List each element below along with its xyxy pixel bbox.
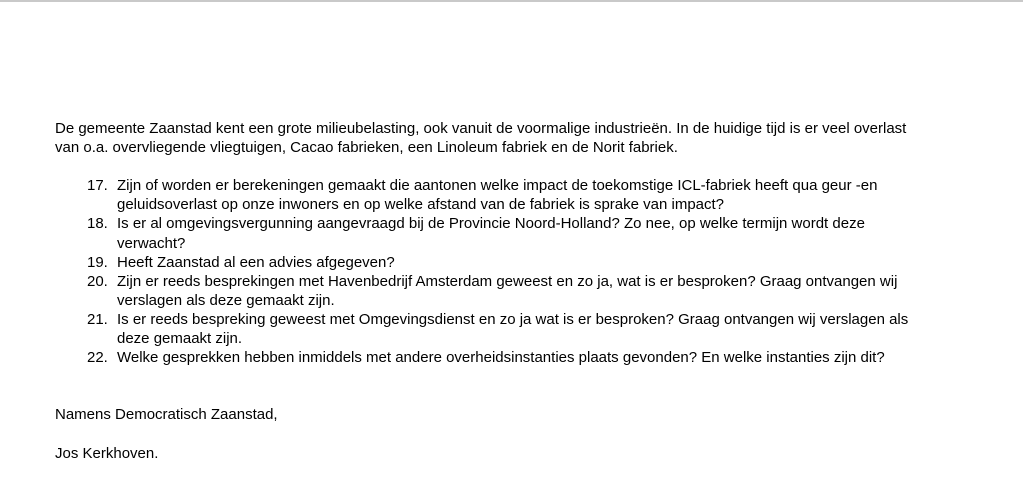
question-text: [117, 253, 985, 272]
question-text: [117, 310, 985, 348]
question-item-17: [55, 176, 985, 214]
question-number: 22.: [87, 349, 108, 367]
question-number: 20.: [87, 272, 108, 290]
question-item-21: [55, 310, 985, 348]
question-item-20: [55, 272, 985, 310]
question-line: Zijn er reeds besprekingen met Havenbedrijf Amsterdam geweest en zo ja, wat is er besproken? Graag ontvangen wij: [117, 272, 898, 290]
question-line: Heeft Zaanstad al een advies afgegeven?: [117, 253, 395, 271]
question-text: [117, 176, 985, 214]
closing-salutation: Namens Democratisch Zaanstad,: [55, 406, 278, 424]
question-line: verslagen als deze gemaakt zijn.: [117, 291, 335, 309]
page-top-border: [0, 0, 1023, 2]
question-text: [117, 272, 985, 310]
document-body: [55, 119, 985, 463]
intro-line: De gemeente Zaanstad kent een grote milieubelasting, ook vanuit de voormalige industrieën. In de huidige tijd is er veel overlast: [55, 120, 907, 137]
question-line: Welke gesprekken hebben inmiddels met andere overheidsinstanties plaats gevonden? En welke instanties zijn dit?: [117, 349, 885, 367]
question-number: 18.: [87, 215, 108, 233]
question-list: [55, 176, 985, 367]
question-text: [117, 214, 985, 252]
question-line: Is er reeds bespreking geweest met Omgevingsdienst en zo ja wat is er besproken? Graag ontvangen wij verslagen als: [117, 310, 909, 328]
question-item-18: [55, 214, 985, 252]
question-number: 19.: [87, 253, 108, 271]
question-line: geluidsoverlast op onze inwoners en op welke afstand van de fabriek is sprake van impact?: [117, 196, 725, 214]
question-number: 17.: [87, 177, 108, 195]
question-line: verwacht?: [117, 234, 186, 252]
question-line: deze gemaakt zijn.: [117, 330, 243, 348]
question-line: Zijn of worden er berekeningen gemaakt die aantonen welke impact de toekomstige ICL-fabriek heeft qua geur -en: [117, 177, 878, 195]
question-item-19: [55, 253, 985, 272]
question-number: 21.: [87, 310, 108, 328]
question-text: [117, 348, 985, 367]
intro-paragraph: [55, 119, 985, 157]
signature: Jos Kerkhoven.: [55, 444, 159, 462]
question-item-22: [55, 348, 985, 367]
intro-line: van o.a. overvliegende vliegtuigen, Cacao fabrieken, een Linoleum fabriek en de Norit fabriek.: [55, 139, 678, 157]
question-line: Is er al omgevingsvergunning aangevraagd bij de Provincie Noord-Holland? Zo nee, op welke termijn wordt deze: [117, 215, 865, 233]
